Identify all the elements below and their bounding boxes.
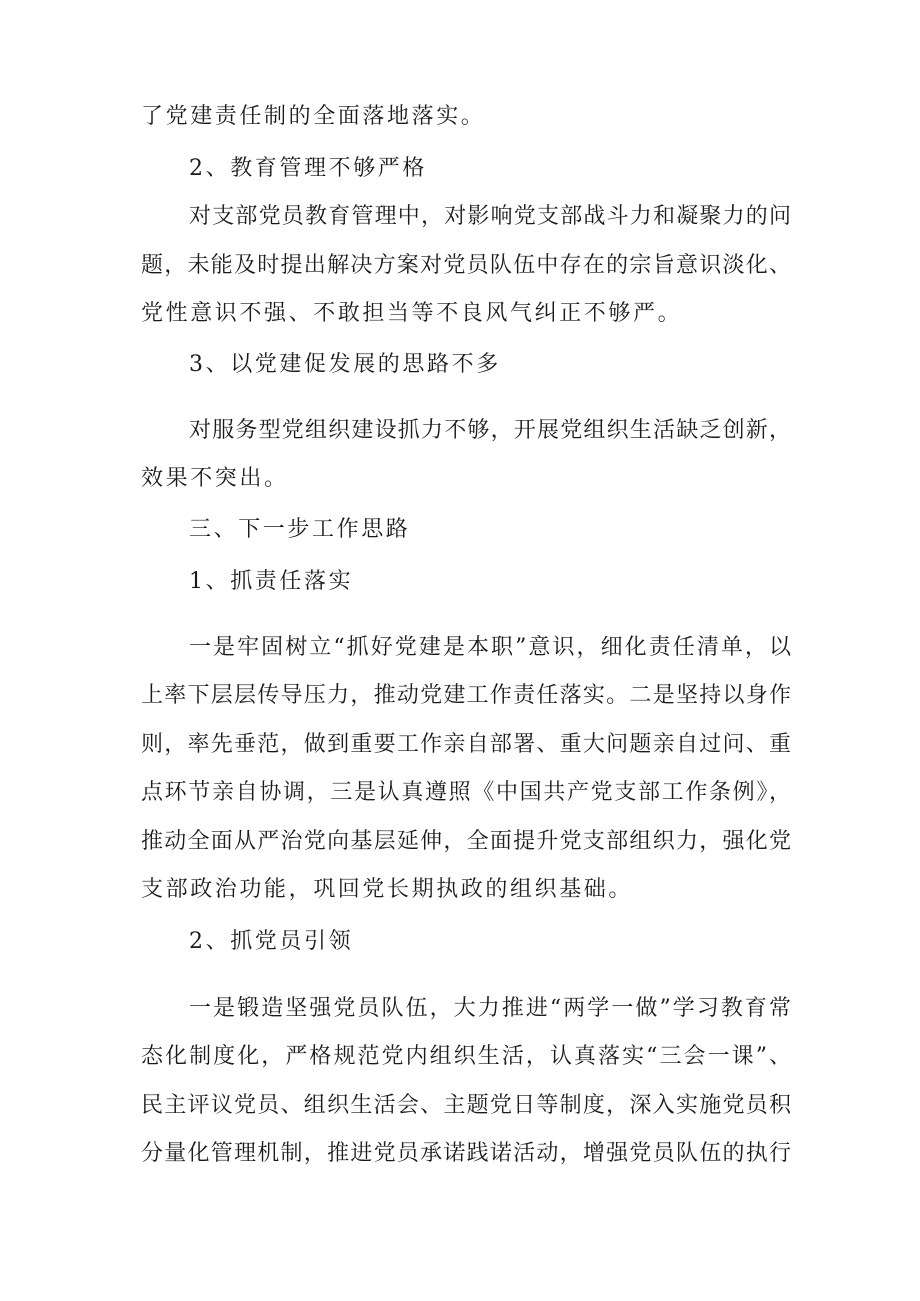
paragraph-line: 民主评议党员、组织生活会、主题党日等制度，深入实施党员积 <box>141 1093 791 1118</box>
paragraph-line: 党性意识不强、不敢担当等不良风气纠正不够严。 <box>141 301 683 326</box>
paragraph-line: 则，率先垂范，做到重要工作亲自部署、重大问题亲自过问、重 <box>141 732 791 757</box>
subheading: 1、抓责任落实 <box>189 569 354 594</box>
subheading: 2、教育管理不够严格 <box>189 156 427 181</box>
paragraph-line: 对服务型党组织建设抓力不够，开展党组织生活缺乏创新， <box>189 418 791 443</box>
paragraph-line: 态化制度化，严格规范党内组织生活，认真落实“三会一课”、 <box>141 1044 791 1069</box>
subheading: 2、抓党员引领 <box>189 929 354 954</box>
paragraph-line: 效果不突出。 <box>141 466 289 491</box>
section-heading: 三、下一步工作思路 <box>189 517 411 542</box>
paragraph-line: 一是牢固树立“抓好党建是本职”意识，细化责任清单，以 <box>189 635 791 660</box>
paragraph-line: 一是锻造坚强党员队伍，大力推进“两学一做”学习教育常 <box>189 996 791 1021</box>
paragraph-line: 了党建责任制的全面落地落实。 <box>141 104 486 129</box>
paragraph-line: 对支部党员教育管理中，对影响党支部战斗力和凝聚力的问 <box>189 204 791 229</box>
paragraph-line: 支部政治功能，巩回党长期执政的组织基础。 <box>141 877 634 902</box>
paragraph-line: 分量化管理机制，推进党员承诺践诺活动，增强党员队伍的执行 <box>141 1141 791 1166</box>
paragraph-line: 题，未能及时提出解决方案对党员队伍中存在的宗旨意识淡化、 <box>141 253 791 278</box>
paragraph-line: 上率下层层传导压力，推动党建工作责任落实。二是坚持以身作 <box>141 683 791 708</box>
paragraph-line: 点环节亲自协调，三是认真遵照《中国共产党支部工作条例》， <box>141 780 791 805</box>
paragraph-line: 推动全面从严治党向基层延伸，全面提升党支部组织力，强化党 <box>141 829 791 854</box>
subheading: 3、以党建促发展的思路不多 <box>189 352 501 377</box>
